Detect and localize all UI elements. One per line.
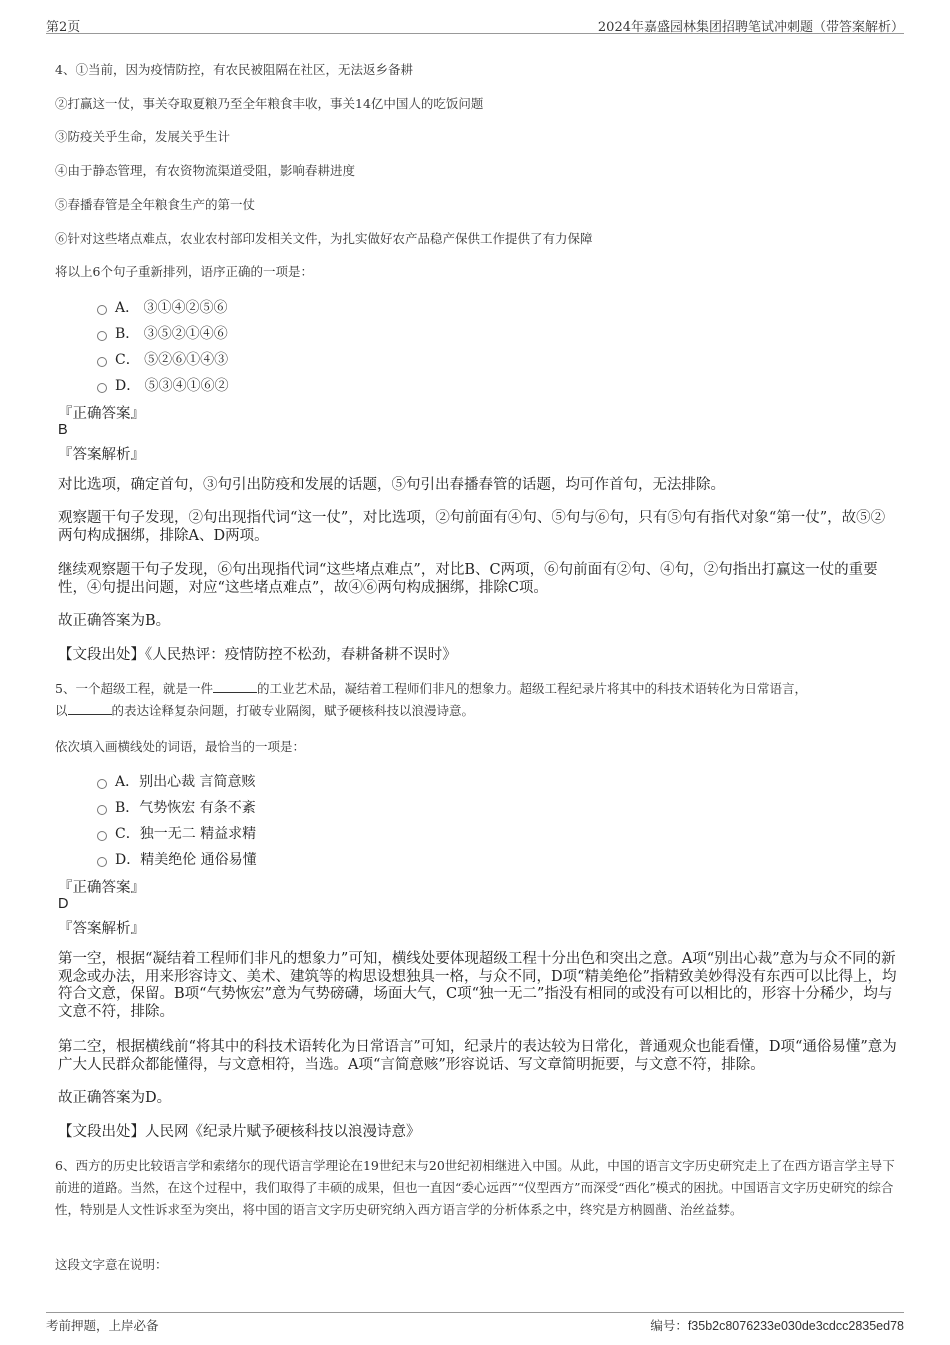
q5-stem: 5、一个超级工程，就是一件 的工业艺术品，凝结着工程师们非凡的想象力。超级工程纪录片将其中的科技术语转化为日常语言， 以 的表达诠释复杂问题，打破专业隔阂，赋予硬核科技以浪漫诗意。 [55, 681, 807, 718]
q4-option-c[interactable]: C． ⑤②⑥①④③ [97, 349, 228, 369]
q4-line-1: 4、①当前，因为疫情防控，有农民被阻隔在社区，无法返乡备耕 [55, 62, 413, 77]
document-id: 编号：f35b2c8076233e030de3cdcc2835ed78 [650, 1319, 904, 1333]
q5-analysis-2: 第二空，根据横线前“将其中的科技术语转化为日常语言”可知，纪录片的表达较为日常化，普通观众也能看懂，D项“通俗易懂”意为广大人民群众都能懂得，与文意相符，当选。A项“言简意赅”形容说话、写文章简明扼要，与文意不符，排除。 [58, 1039, 897, 1073]
radio-icon[interactable] [97, 805, 107, 815]
q5-option-c[interactable]: C．独一无二 精益求精 [97, 823, 256, 843]
q6-stem: 6、西方的历史比较语言学和索绪尔的现代语言学理论在19世纪末与20世纪初相继进入中国。从此，中国的语言文字历史研究走上了在西方语言学主导下前进的道路。当然，在这个过程中，我们取得了丰硕的成果，但也一直因“委心远西”“仪型西方”而深受“西化”模式的困扰。中国语言文字历史研究的综合性，特别是人文性诉求至为突出，将中国的语言文字历史研究纳入西方语言学的分析体系之中，终究是方枘圆凿、治丝益棼。 [55, 1158, 895, 1217]
q5-blank-1 [213, 681, 257, 693]
q5-option-b[interactable]: B．气势恢宏 有条不紊 [97, 797, 256, 817]
q4-analysis-4: 故正确答案为B。 [58, 613, 171, 629]
q5-analysis-label: 『答案解析』 [58, 921, 145, 937]
document-title: 2024年嘉盛园林集团招聘笔试冲刺题（带答案解析） [597, 20, 904, 35]
q5-option-d[interactable]: D．精美绝伦 通俗易懂 [97, 849, 257, 869]
q5-analysis-1: 第一空，根据“凝结着工程师们非凡的想象力”可知，横线处要体现超级工程十分出色和突出之意。A项“别出心裁”意为与众不同的新观念或办法，用来形容诗文、美术、建筑等的构思设想独具一格，与众不同，D项“精美绝伦”指精致美妙得没有东西可以比得上，均符合文意，保留。B项“气势恢宏”意为气势磅礴，场面大气，C项“独一无二”指没有相同的或没有可以相比的，形容十分稀少，均与文意不符，排除。 [58, 951, 897, 1020]
q4-prompt: 将以上6个句子重新排列，语序正确的一项是： [55, 264, 313, 279]
q5-analysis-3: 故正确答案为D。 [58, 1090, 172, 1106]
q5-blank-2 [68, 703, 112, 715]
q5-source: 【文段出处】人民网《纪录片赋予硬核科技以浪漫诗意》 [58, 1124, 421, 1140]
q4-source: 【文段出处】《人民热评：疫情防控不松劲，春耕备耕不误时》 [58, 647, 457, 663]
q4-line-5: ⑤春播春管是全年粮食生产的第一仗 [55, 197, 256, 212]
q4-line-2: ②打赢这一仗，事关夺取夏粮乃至全年粮食丰收，事关14亿中国人的吃饭问题 [55, 96, 484, 111]
radio-icon[interactable] [97, 331, 107, 341]
q5-prompt: 依次填入画横线处的词语，最恰当的一项是： [55, 739, 306, 754]
q4-option-a[interactable]: A． ③①④②⑤⑥ [97, 297, 228, 317]
q4-option-b[interactable]: B． ③⑤②①④⑥ [97, 323, 228, 343]
q4-answer-label: 『正确答案』 [58, 406, 145, 422]
q5-answer-label: 『正确答案』 [58, 880, 145, 896]
radio-icon[interactable] [97, 383, 107, 393]
q4-line-6: ⑥针对这些堵点难点，农业农村部印发相关文件，为扎实做好农产品稳产保供工作提供了有力保障 [55, 231, 593, 246]
radio-icon[interactable] [97, 305, 107, 315]
page-header [46, 14, 904, 34]
q5-answer: D [58, 896, 69, 912]
page-number: 第2页 [46, 20, 81, 35]
q4-analysis-1: 对比选项，确定首句，③句引出防疫和发展的话题，⑤句引出春播春管的话题，均可作首句，无法排除。 [58, 477, 725, 493]
page-footer [46, 1312, 904, 1336]
footer-slogan: 考前押题，上岸必备 [46, 1318, 159, 1333]
q6-prompt: 这段文字意在说明： [55, 1257, 168, 1272]
radio-icon[interactable] [97, 357, 107, 367]
q4-analysis-3: 继续观察题干句子发现，⑥句出现指代词“这些堵点难点”，对比B、C两项，⑥句前面有②句、④句，②句指出打赢这一仗的重要性，④句提出问题，对应“这些堵点难点”，故④⑥两句构成捆绑，排除C项。 [58, 562, 878, 596]
q4-line-3: ③防疫关乎生命，发展关乎生计 [55, 129, 231, 144]
q4-option-d[interactable]: D． ⑤③④①⑥② [97, 375, 229, 395]
q5-option-a[interactable]: A．别出心裁 言简意赅 [97, 771, 256, 791]
radio-icon[interactable] [97, 779, 107, 789]
q4-line-4: ④由于静态管理，有农资物流渠道受阻，影响春耕进度 [55, 163, 356, 178]
q4-analysis-label: 『答案解析』 [58, 447, 145, 463]
radio-icon[interactable] [97, 857, 107, 867]
radio-icon[interactable] [97, 831, 107, 841]
q4-answer: B [58, 422, 68, 438]
q4-analysis-2: 观察题干句子发现，②句出现指代词“这一仗”，对比选项，②句前面有④句、⑤句与⑥句，只有⑤句有指代对象“第一仗”，故⑤②两句构成捆绑，排除A、D两项。 [58, 510, 886, 544]
